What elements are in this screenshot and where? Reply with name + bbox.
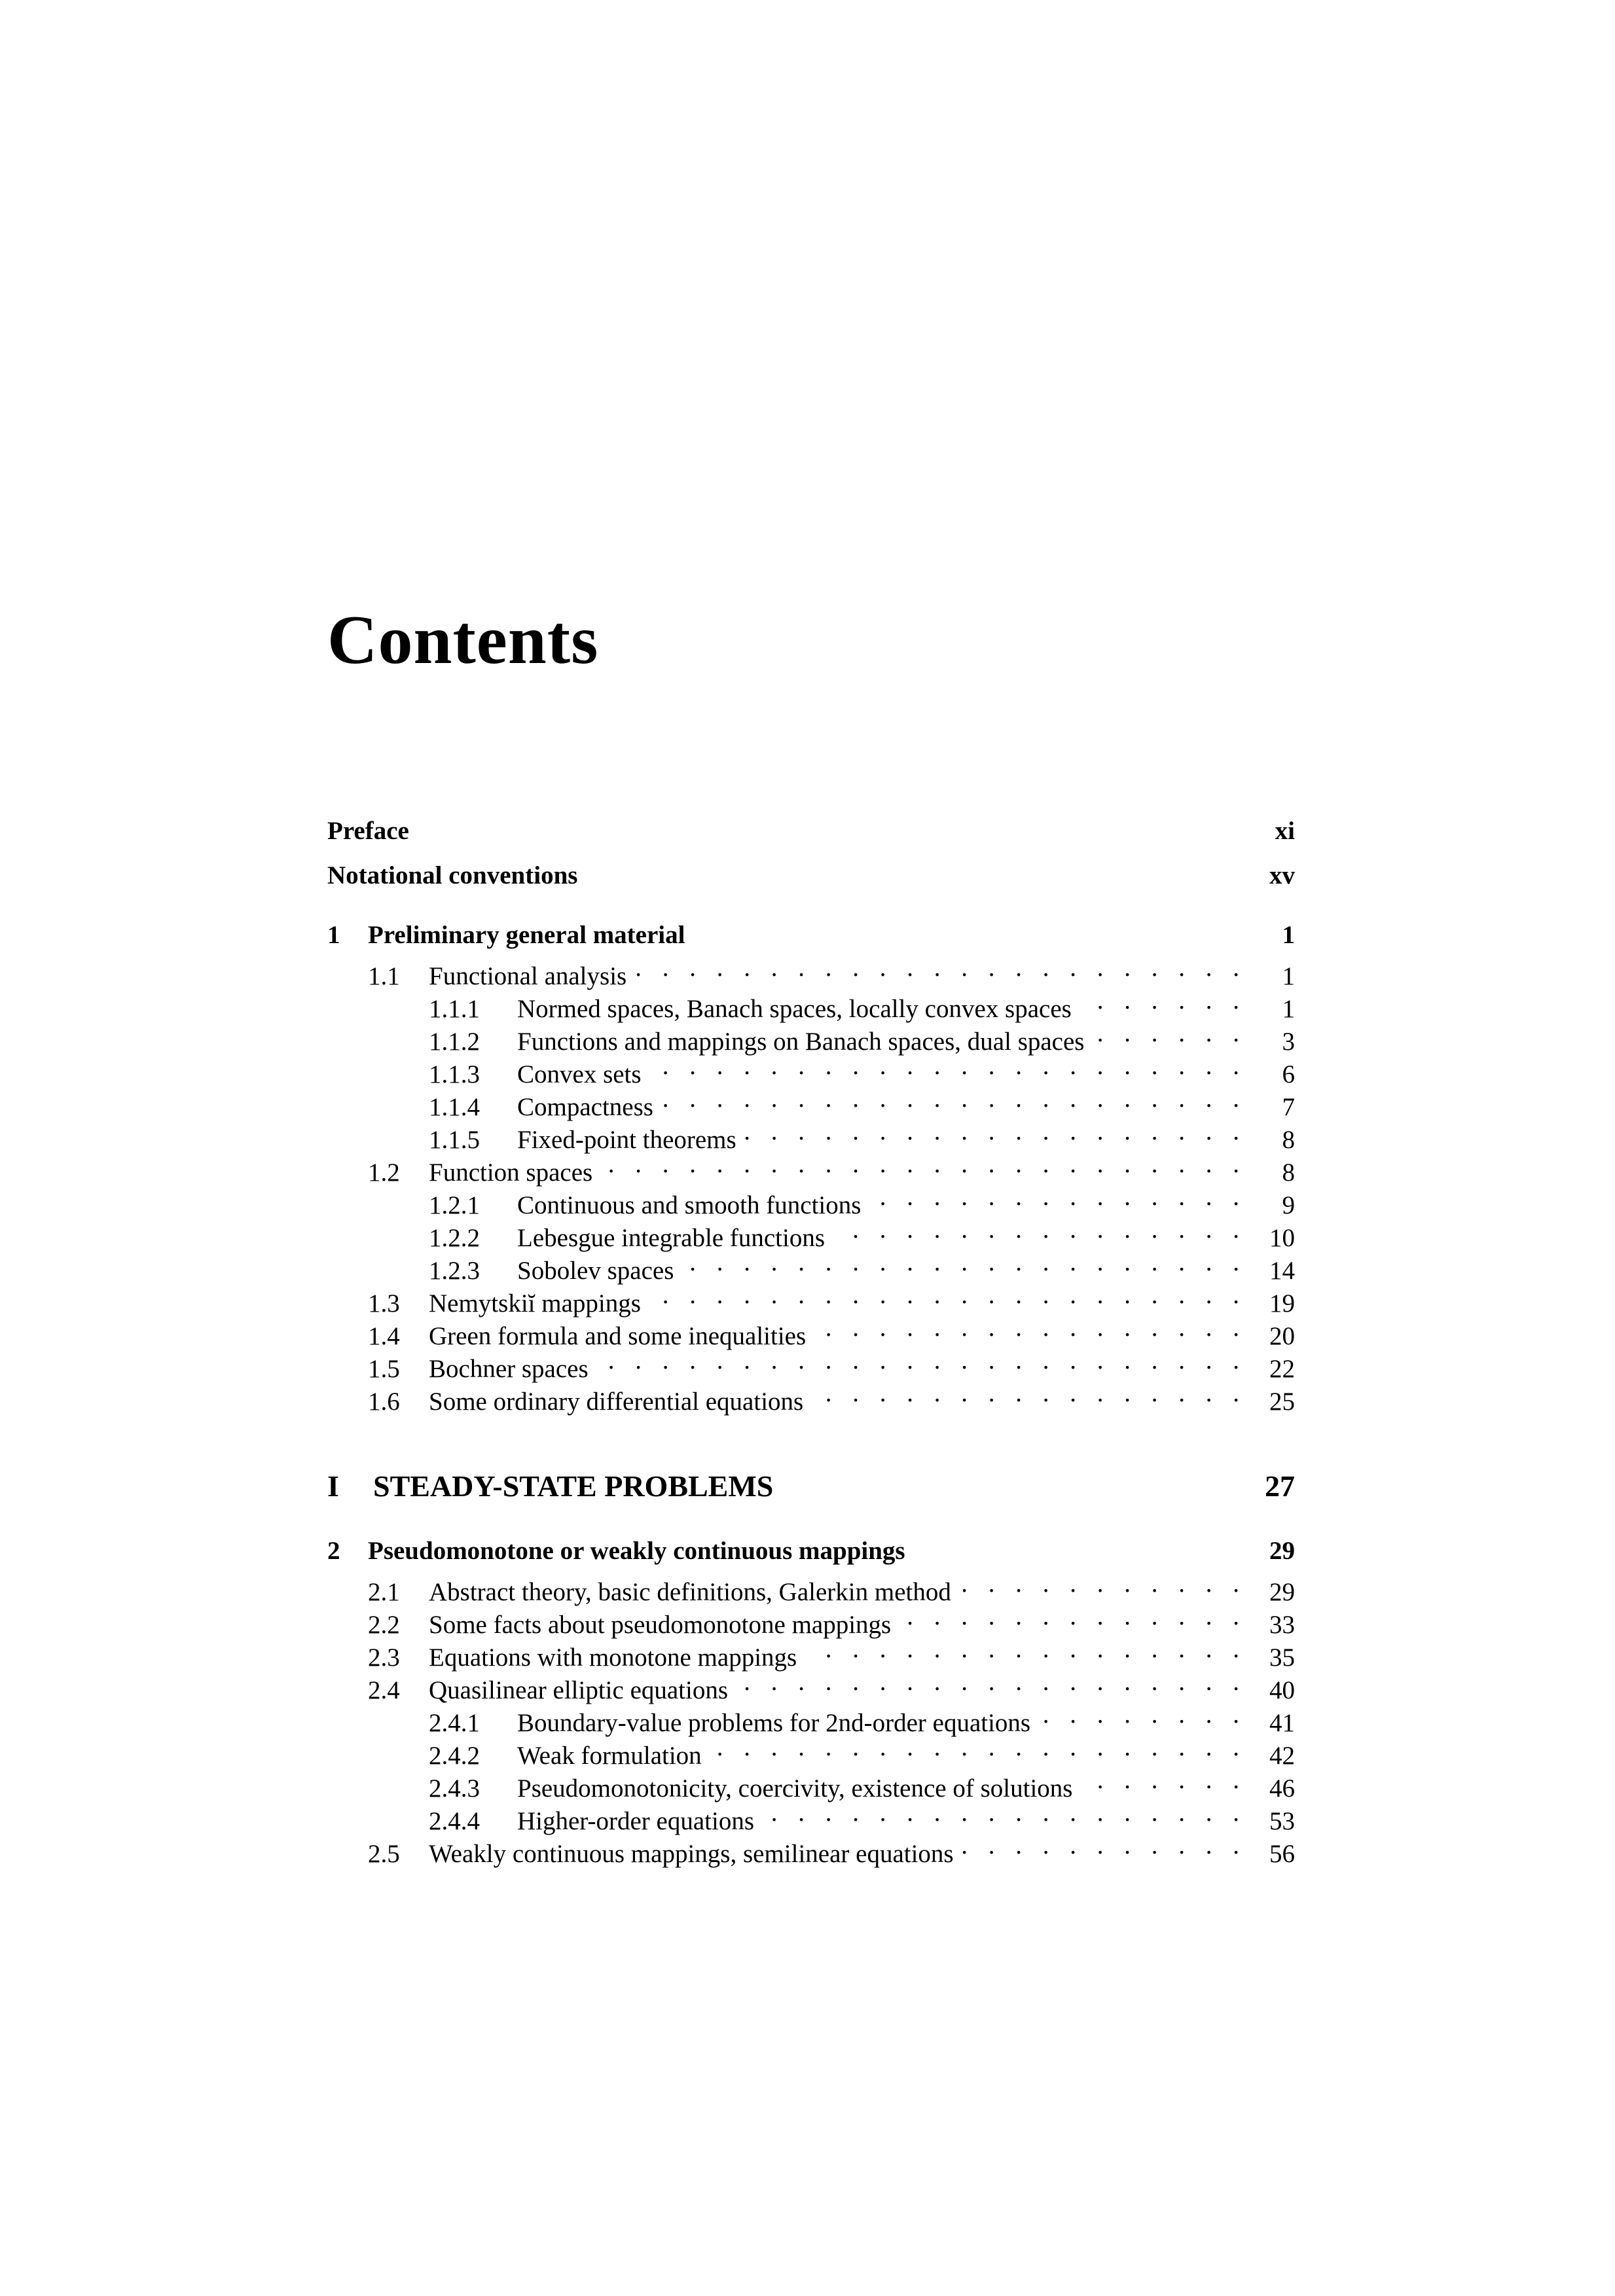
toc-entry-number: 2.3 <box>368 1643 400 1672</box>
leader-dots <box>595 1344 1246 1377</box>
toc-entry-number: 1 <box>327 921 340 949</box>
toc-subsection-1-1-1[interactable] <box>327 984 1295 1023</box>
toc-entry-label: Sobolev spaces <box>517 1257 674 1285</box>
toc-section-2-5[interactable] <box>327 1829 1295 1868</box>
page-title: Contents <box>327 601 599 678</box>
toc-entry-label: Function spaces <box>429 1158 593 1187</box>
toc-chapter-1[interactable] <box>327 919 1295 952</box>
toc-entry-page: 29 <box>1269 1578 1295 1606</box>
toc-entry-number: 1.2.2 <box>429 1224 480 1252</box>
toc-entry-page: 22 <box>1269 1355 1295 1383</box>
toc-entry-number: 2.4.3 <box>429 1774 480 1803</box>
toc-entry-number: 2.1 <box>368 1578 400 1606</box>
toc-entry-page: 53 <box>1269 1807 1295 1835</box>
toc-entry-page: 35 <box>1269 1643 1295 1672</box>
toc-entry-number: 2 <box>327 1537 340 1565</box>
toc-part-1[interactable] <box>327 1467 1295 1506</box>
toc-entry-page: 1 <box>1282 962 1295 990</box>
toc-entry-number: 2.2 <box>368 1611 400 1639</box>
leader-dots <box>803 1633 1246 1666</box>
leader-dots <box>761 1797 1246 1829</box>
toc-section-2-3[interactable] <box>327 1633 1295 1672</box>
toc-entry-page: 9 <box>1282 1191 1295 1219</box>
leader-dots <box>812 1312 1246 1344</box>
leader-dots <box>831 1213 1246 1246</box>
toc-subsection-2-4-3[interactable] <box>327 1764 1295 1803</box>
toc-subsection-1-1-4[interactable] <box>327 1083 1295 1121</box>
toc-entry-label: Compactness <box>517 1093 653 1121</box>
toc-section-1-5[interactable] <box>327 1344 1295 1383</box>
leader-dots <box>1079 1764 1246 1797</box>
toc-entry-label: STEADY-STATE PROBLEMS <box>373 1469 774 1503</box>
toc-entry-number: 1.1 <box>368 962 400 990</box>
toc-entry-number: 1.1.5 <box>429 1126 480 1154</box>
leader-dots <box>599 1148 1246 1181</box>
toc-entry-number: 2.4 <box>368 1676 400 1704</box>
toc-entry-label: Weak formulation <box>517 1742 702 1770</box>
toc-section-2-4[interactable] <box>327 1666 1295 1704</box>
toc-entry-number: 1.3 <box>368 1289 400 1318</box>
toc-chapter-2[interactable] <box>327 1535 1295 1568</box>
leader-dots <box>898 1600 1246 1633</box>
toc-entry-page: 14 <box>1269 1257 1295 1285</box>
toc-entry-label: Boundary-value problems for 2nd-order equations <box>517 1709 1031 1737</box>
leader-dots <box>810 1377 1246 1410</box>
leader-dots <box>735 1666 1246 1698</box>
leader-dots <box>960 1829 1246 1862</box>
leader-dots <box>867 1181 1246 1213</box>
leader-dots <box>1037 1698 1246 1731</box>
toc-entry-page: 56 <box>1269 1840 1295 1868</box>
toc-subsection-1-1-5[interactable] <box>327 1115 1295 1154</box>
toc-entry-page: 8 <box>1282 1158 1295 1187</box>
toc-entry-label: Green formula and some inequalities <box>429 1322 807 1350</box>
toc-entry-page: 1 <box>1282 995 1295 1023</box>
toc-entry-number: 1.6 <box>368 1388 400 1416</box>
leader-dots <box>647 1279 1246 1312</box>
toc-entry-page: 42 <box>1269 1742 1295 1770</box>
toc-entry-number: 1.2.3 <box>429 1257 480 1285</box>
toc-entry-number: 1.5 <box>368 1355 400 1383</box>
toc-entry-label: Notational conventions <box>327 861 578 889</box>
toc-entry-number: 1.2 <box>368 1158 400 1187</box>
toc-entry-label: Normed spaces, Banach spaces, locally convex spaces <box>517 995 1072 1023</box>
leader-dots <box>1091 1017 1246 1050</box>
toc-entry-label: Lebesgue integrable functions <box>517 1224 825 1252</box>
toc-entry-label: Quasilinear elliptic equations <box>429 1676 729 1704</box>
leader-dots <box>648 1050 1246 1083</box>
toc-entry-number: 1.4 <box>368 1322 400 1350</box>
toc-entry-label: Abstract theory, basic definitions, Galerkin method <box>429 1578 951 1606</box>
toc-entry-preface[interactable] <box>327 815 1295 848</box>
toc-subsection-2-4-2[interactable] <box>327 1731 1295 1770</box>
toc-entry-page: 20 <box>1269 1322 1295 1350</box>
toc-subsection-1-2-3[interactable] <box>327 1246 1295 1285</box>
toc-subsection-2-4-1[interactable] <box>327 1698 1295 1737</box>
toc-entry-page: 33 <box>1269 1611 1295 1639</box>
toc-entry-page: 40 <box>1269 1676 1295 1704</box>
toc-entry-page: 27 <box>1265 1469 1295 1503</box>
leader-dots <box>708 1731 1246 1764</box>
toc-section-1-1[interactable] <box>327 952 1295 990</box>
toc-section-1-4[interactable] <box>327 1312 1295 1350</box>
toc-entry-page: 46 <box>1269 1774 1295 1803</box>
toc-entry-page: 1 <box>1282 921 1295 949</box>
toc-entry-label: Preface <box>327 817 409 845</box>
toc-subsection-1-2-2[interactable] <box>327 1213 1295 1252</box>
toc-entry-number: 2.5 <box>368 1840 400 1868</box>
toc-entry-page: 25 <box>1269 1388 1295 1416</box>
toc-entry-number: I <box>327 1469 339 1503</box>
toc-entry-label: Functional analysis <box>429 962 627 990</box>
toc-entry-label: Nemytskiĭ mappings <box>429 1289 641 1318</box>
toc-entry-label: Pseudomonotone or weakly continuous mappings <box>368 1537 905 1565</box>
toc-entry-number: 2.4.4 <box>429 1807 480 1835</box>
toc-entry-notational-conventions[interactable] <box>327 859 1295 892</box>
toc-entry-page: 10 <box>1269 1224 1295 1252</box>
toc-entry-page: 19 <box>1269 1289 1295 1318</box>
toc-entry-number: 1.1.3 <box>429 1060 480 1088</box>
toc-entry-label: Bochner spaces <box>429 1355 589 1383</box>
leader-dots <box>660 1083 1246 1115</box>
toc-entry-label: Weakly continuous mappings, semilinear equations <box>429 1840 954 1868</box>
toc-entry-number: 1.1.1 <box>429 995 480 1023</box>
toc-entry-page: 8 <box>1282 1126 1295 1154</box>
toc-entry-page: 29 <box>1269 1537 1295 1565</box>
leader-dots <box>1078 984 1246 1017</box>
leader-dots <box>958 1568 1246 1600</box>
toc-entry-label: Higher-order equations <box>517 1807 755 1835</box>
toc-entry-label: Convex sets <box>517 1060 642 1088</box>
toc-entry-label: Some ordinary differential equations <box>429 1388 804 1416</box>
toc-entry-number: 2.4.1 <box>429 1709 480 1737</box>
toc-entry-page: 6 <box>1282 1060 1295 1088</box>
toc-section-1-2[interactable] <box>327 1148 1295 1187</box>
toc-entry-page: 41 <box>1269 1709 1295 1737</box>
leader-dots <box>743 1115 1246 1148</box>
toc-section-1-3[interactable] <box>327 1279 1295 1318</box>
toc-section-2-1[interactable] <box>327 1568 1295 1606</box>
toc-entry-number: 1.2.1 <box>429 1191 480 1219</box>
leader-dots <box>633 952 1246 984</box>
toc-entry-label: Continuous and smooth functions <box>517 1191 862 1219</box>
toc-section-2-2[interactable] <box>327 1600 1295 1639</box>
leader-dots <box>680 1246 1246 1279</box>
toc-entry-label: Functions and mappings on Banach spaces, dual spaces <box>517 1028 1085 1056</box>
toc-entry-number: 1.1.2 <box>429 1028 480 1056</box>
toc-entry-number: 2.4.2 <box>429 1742 480 1770</box>
toc-subsection-1-2-1[interactable] <box>327 1181 1295 1219</box>
toc-subsection-1-1-3[interactable] <box>327 1050 1295 1088</box>
toc-entry-page: 7 <box>1282 1093 1295 1121</box>
toc-entry-page: xv <box>1269 861 1295 889</box>
toc-entry-number: 1.1.4 <box>429 1093 480 1121</box>
toc-subsection-1-1-2[interactable] <box>327 1017 1295 1056</box>
toc-entry-page: xi <box>1275 817 1295 845</box>
toc-entry-page: 3 <box>1282 1028 1295 1056</box>
toc-section-1-6[interactable] <box>327 1377 1295 1416</box>
toc-entry-label: Some facts about pseudomonotone mappings <box>429 1611 892 1639</box>
toc-entry-label: Preliminary general material <box>368 921 685 949</box>
toc-entry-label: Pseudomonotonicity, coercivity, existence of solutions <box>517 1774 1073 1803</box>
toc-entry-label: Fixed-point theorems <box>517 1126 736 1154</box>
toc-entry-label: Equations with monotone mappings <box>429 1643 797 1672</box>
toc-subsection-2-4-4[interactable] <box>327 1797 1295 1835</box>
